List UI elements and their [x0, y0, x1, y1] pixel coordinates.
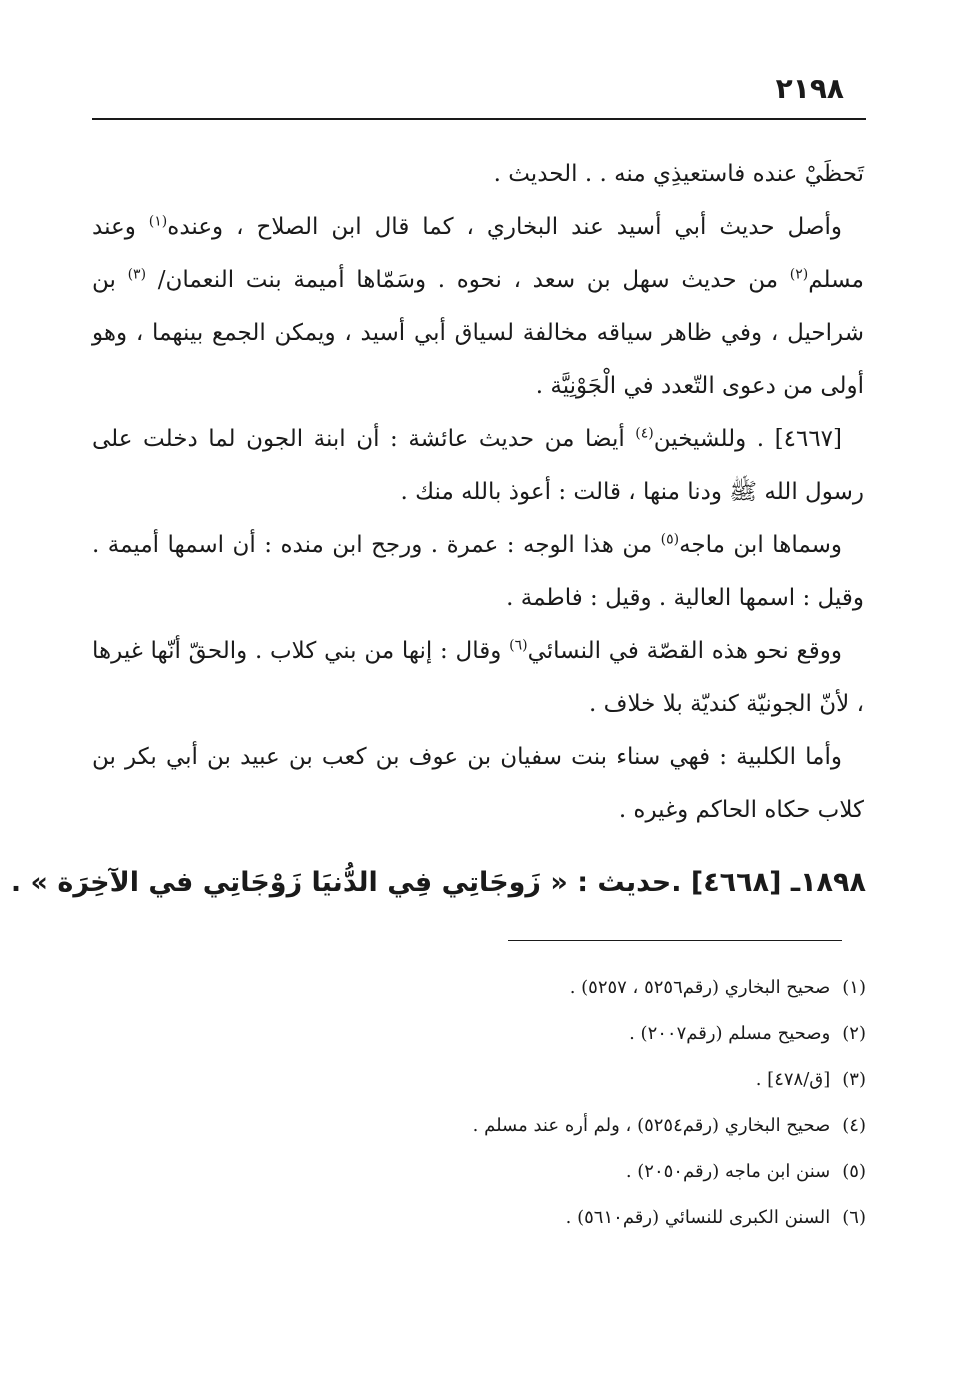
- main-text: [92, 148, 864, 837]
- footnote-item: [300, 1149, 866, 1195]
- footnote-item: [300, 1057, 866, 1103]
- footnote-text: [ق/٤٧٨] .: [755, 1069, 831, 1090]
- paragraph-4: [92, 519, 864, 625]
- footnote-number: (٦): [842, 1207, 866, 1228]
- footnote-ref-3: (٣): [127, 266, 147, 283]
- paragraph-1: تَحظَيْ عنده فاستعيذِي منه . . الحديث .: [493, 161, 864, 187]
- footnote-ref-5: (٥): [660, 531, 680, 548]
- page-number: ٢١٩٨: [775, 72, 844, 105]
- text-span: من حديث سهل بن سعد ، نحوه . وسَمّاها أميمة بنت النعمان/: [146, 267, 790, 293]
- footnote-number: (١): [842, 977, 866, 998]
- text-span: وقال : إنها من بني كلاب . والحقّ أنّها غيرها ، لأنّ الجونيّة كنديّة بلا خلاف .: [92, 638, 864, 717]
- footnote-number: (٣): [842, 1069, 866, 1090]
- footnote-item: [300, 1011, 866, 1057]
- text-span: وعند مسلم: [92, 214, 864, 293]
- footnote-item: [300, 965, 866, 1011]
- footnote-number: (٤): [842, 1115, 866, 1136]
- hadith-heading: ١٨٩٨ـ [٤٦٦٨] .حديث : « زَوجَاتِي فِي الدُّنيَا زَوْجَاتِي في الآخِرَة » .: [10, 867, 866, 898]
- footnote-ref-1: (١): [148, 213, 168, 230]
- paragraph-3: [92, 413, 864, 519]
- footnote-ref-6: (٦): [509, 637, 528, 654]
- text-span: من هذا الوجه : عمرة . ورجح ابن منده : أن اسمها أميمة . وقيل : اسمها العالية . وقيل : فاطمة .: [92, 532, 864, 611]
- text-span: وسماها ابن ماجه: [679, 532, 843, 558]
- text-span: [٤٦٦٧] . وللشيخين: [653, 426, 843, 452]
- text-span: ووقع نحو هذه القصّة في النسائي: [527, 638, 843, 664]
- paragraph-2: [92, 201, 864, 413]
- header-rule: [92, 118, 866, 120]
- footnote-number: (٥): [842, 1161, 866, 1182]
- footnotes: [300, 965, 866, 1241]
- footnote-item: [300, 1195, 866, 1241]
- footnote-text: سنن ابن ماجه (رقم٢٠٥٠) .: [625, 1161, 831, 1182]
- footnote-number: (٢): [842, 1023, 866, 1044]
- text-span: وأصل حديث أبي أسيد عند البخاري ، كما قال ابن الصلاح ، وعنده: [167, 214, 842, 240]
- paragraph-5: [92, 625, 864, 731]
- footnote-text: صحيح البخاري (رقم٥٢٥٤) ، ولم أره عند مسلم .: [472, 1115, 831, 1136]
- footnote-ref-4: (٤): [635, 425, 654, 442]
- paragraph-6: وأما الكلبية : فهي سناء بنت سفيان بن عوف بن كعب بن عبيد بن أبي بكر بن كلاب حكاه الحاكم وغيره .: [92, 744, 864, 823]
- footnote-separator: [508, 940, 842, 941]
- footnote-ref-2: (٢): [789, 266, 809, 283]
- footnote-text: السنن الكبرى للنسائي (رقم٥٦١٠) .: [565, 1207, 831, 1228]
- footnote-item: [300, 1103, 866, 1149]
- footnote-text: صحيح البخاري (رقم٥٢٥٦ ، ٥٢٥٧) .: [569, 977, 831, 998]
- footnote-text: وصحيح مسلم (رقم٢٠٠٧) .: [629, 1023, 831, 1044]
- text-span: بن شراحيل ، وفي ظاهر سياقه مخالفة لسياق أبي أسيد ، ويمكن الجمع بينهما ، وهو أولى من دعوى التّعدد في الْجَوْنِيَّة .: [92, 267, 864, 399]
- text-span: أيضا من حديث عائشة : أن ابنة الجون لما دخلت على رسول الله ﷺ ودنا منها ، قالت : أعوذ بالله منك .: [92, 426, 864, 505]
